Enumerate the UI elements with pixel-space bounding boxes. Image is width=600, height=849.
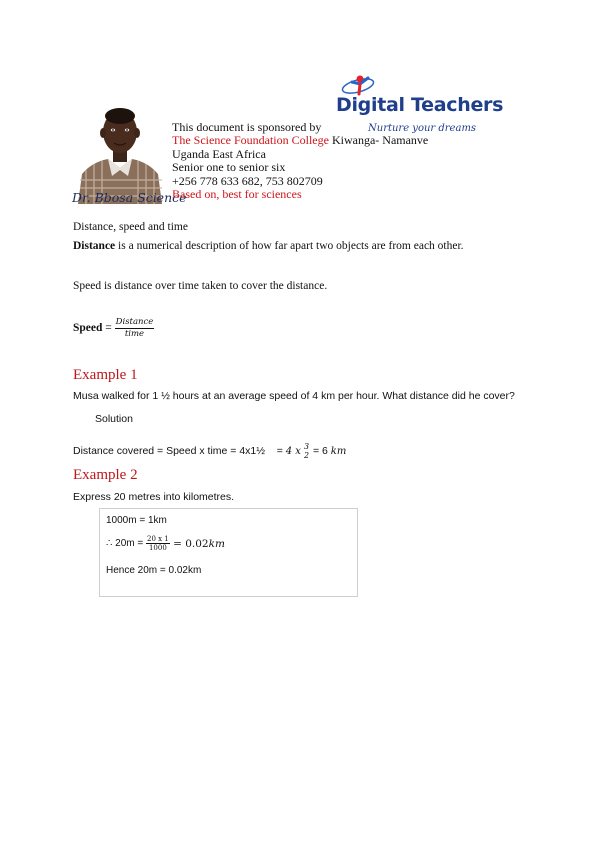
conversion-result: = 0.02: [169, 537, 209, 550]
topic-title: Distance, speed and time: [73, 221, 188, 233]
sponsor-line: This document is sponsored by: [172, 120, 322, 134]
distance-term: Distance: [73, 240, 116, 252]
fraction-numerator: 3: [303, 442, 310, 451]
conversion-line-3: Hence 20m = 0.02km: [106, 565, 202, 576]
signature: Dr. Bbosa Science: [72, 190, 187, 205]
answer-fraction: [303, 442, 310, 461]
conversion-line-2: [106, 535, 225, 552]
author-photo: [72, 104, 168, 204]
equals-sign: =: [102, 322, 115, 335]
distance-definition: [73, 240, 464, 252]
conversion-fraction: [146, 535, 170, 552]
speed-fraction: [115, 318, 155, 339]
fraction-denominator: time: [124, 328, 145, 339]
example1-question: Musa walked for 1 ½ hours at an average speed of 4 km per hour. What distance did he cover?: [73, 390, 515, 402]
conversion-prefix: ∴ 20m =: [106, 538, 146, 550]
solution-label: Solution: [95, 413, 133, 425]
sponsor-line: Based on, best for sciences: [172, 187, 302, 202]
sponsor-line: +256 778 633 682, 753 802709: [172, 173, 323, 188]
example2-heading: Example 2: [73, 467, 138, 483]
fraction-numerator: Distance: [115, 317, 154, 327]
college-location: Kiwanga- Namanve: [328, 133, 429, 148]
answer-math: 4 x: [285, 445, 301, 457]
college-name: The Science Foundation College: [172, 133, 329, 148]
speed-definition: Speed is distance over time taken to cover the distance.: [73, 280, 328, 292]
fraction-denominator: 2: [303, 451, 310, 461]
logo-tagline: Nurture your dreams: [368, 123, 477, 134]
sponsor-line: Uganda East Africa: [172, 146, 266, 161]
answer-result: = 6: [310, 445, 331, 458]
example1-heading: Example 1: [73, 367, 138, 383]
logo-title: Digital Teachers: [336, 94, 504, 116]
example2-question: Express 20 metres into kilometres.: [73, 491, 235, 503]
fraction-denominator: 1000: [148, 544, 167, 553]
example1-answer: [73, 442, 346, 461]
conversion-line-1: 1000m = 1km: [106, 515, 167, 526]
answer-unit: km: [330, 445, 347, 457]
conversion-unit: km: [208, 537, 225, 550]
answer-text: Distance covered = Speed x time = 4x1½ =: [73, 445, 286, 458]
speed-label: Speed: [73, 322, 103, 335]
speed-formula: [73, 318, 154, 339]
fraction-numerator: 20 x 1: [147, 535, 169, 543]
sponsor-line: Senior one to senior six: [172, 160, 286, 175]
distance-def-text: is a numerical description of how far apart two objects are from each other.: [115, 240, 464, 252]
